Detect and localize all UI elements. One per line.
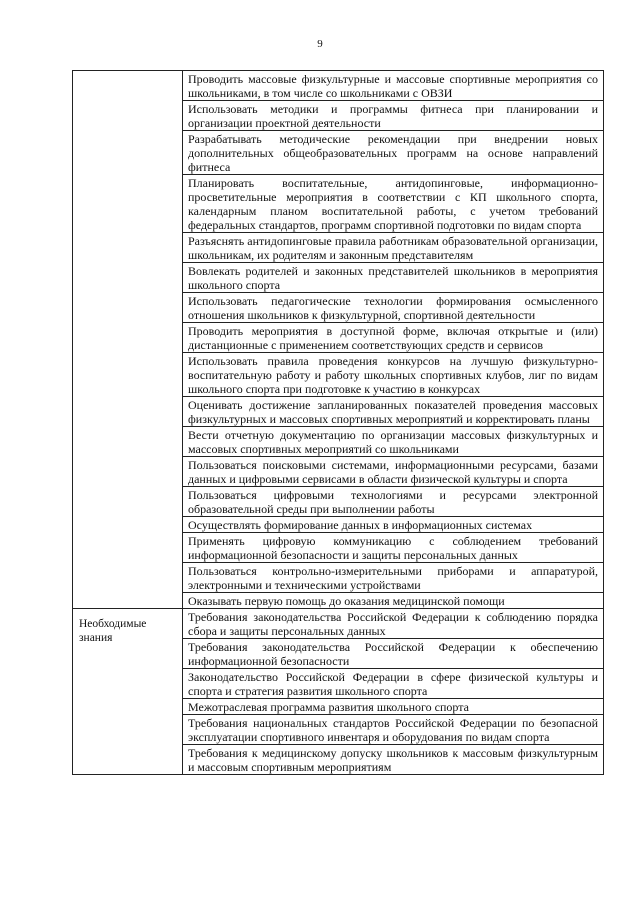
table-cell: Разъяснять антидопинговые правила работникам образовательной организации, школьникам, их родителям и законным представителям (183, 232, 603, 262)
knowledge-list (183, 609, 603, 774)
table-cell: Планировать воспитательные, антидопинговые, информационно-просветительные мероприятия в соответствии с КП школьного спорта, календарным планом воспитательной работы, с учетом требований федеральных стандартов, программ спортивной подготовки по видам спорта (183, 174, 603, 232)
table-cell: Разрабатывать методические рекомендации при внедрении новых дополнительных общеобразовательных программ на основе направлений фитнеса (183, 130, 603, 174)
table-cell: Использовать правила проведения конкурсов на лучшую физкультурно-воспитательную работу и работу школьных спортивных клубов, лиг по видам школьного спорта при подготовке к участию в конкурсах (183, 352, 603, 396)
table-cell: Требования к медицинскому допуску школьников к массовым физкультурным и массовым спортивным мероприятиям (183, 744, 603, 774)
table-cell: Проводить массовые физкультурные и массовые спортивные мероприятия со школьниками, в том числе со школьниками с ОВЗИ (188, 72, 598, 100)
table-cell: Требования законодательства Российской Федерации к обеспечению информационной безопасности (183, 638, 603, 668)
requirements-table (72, 70, 604, 775)
table-cell: Требования законодательства Российской Федерации к соблюдению порядка сбора и защиты персональных данных (188, 610, 598, 638)
table-cell: Применять цифровую коммуникацию с соблюдением требований информационной безопасности и защиты персональных данных (183, 532, 603, 562)
table-cell: Требования национальных стандартов Российской Федерации по безопасной эксплуатации спортивного инвентаря и оборудования по видам спорта (183, 714, 603, 744)
table-cell: Использовать методики и программы фитнеса при планировании и организации проектной деятельности (183, 100, 603, 130)
table-cell: Законодательство Российской Федерации в сфере физической культуры и спорта и стратегия развития школьного спорта (183, 668, 603, 698)
knowledge-block (73, 608, 603, 774)
skills-block (73, 71, 603, 608)
table-cell: Вести отчетную документацию по организации массовых физкультурных и массовых спортивных мероприятий со школьниками (183, 426, 603, 456)
table-cell: Проводить мероприятия в доступной форме, включая открытые и (или) дистанционные с применением соответствующих средств и сервисов (183, 322, 603, 352)
table-cell: Пользоваться контрольно-измерительными приборами и аппаратурой, электронными и техническими устройствами (183, 562, 603, 592)
table-cell: Вовлекать родителей и законных представителей школьников в мероприятия школьного спорта (183, 262, 603, 292)
table-cell: Межотраслевая программа развития школьного спорта (183, 698, 603, 714)
table-cell: Использовать педагогические технологии формирования осмысленного отношения школьников к физкультурной, спортивной деятельности (183, 292, 603, 322)
skills-list (183, 71, 603, 608)
table-cell: Пользоваться поисковыми системами, информационными ресурсами, базами данных и цифровыми сервисами в области физической культуры и спорта (183, 456, 603, 486)
table-cell: Осуществлять формирование данных в информационных системах (183, 516, 603, 532)
knowledge-label: Необходимые знания (73, 609, 183, 774)
table-cell: Оценивать достижение запланированных показателей проведения массовых физкультурных и массовых спортивных мероприятий и корректировать планы (183, 396, 603, 426)
skills-label (73, 71, 183, 608)
table-cell: Оказывать первую помощь до оказания медицинской помощи (183, 592, 603, 608)
page-number: 9 (317, 38, 323, 50)
table-cell: Пользоваться цифровыми технологиями и ресурсами электронной образовательной среды при выполнении работы (183, 486, 603, 516)
